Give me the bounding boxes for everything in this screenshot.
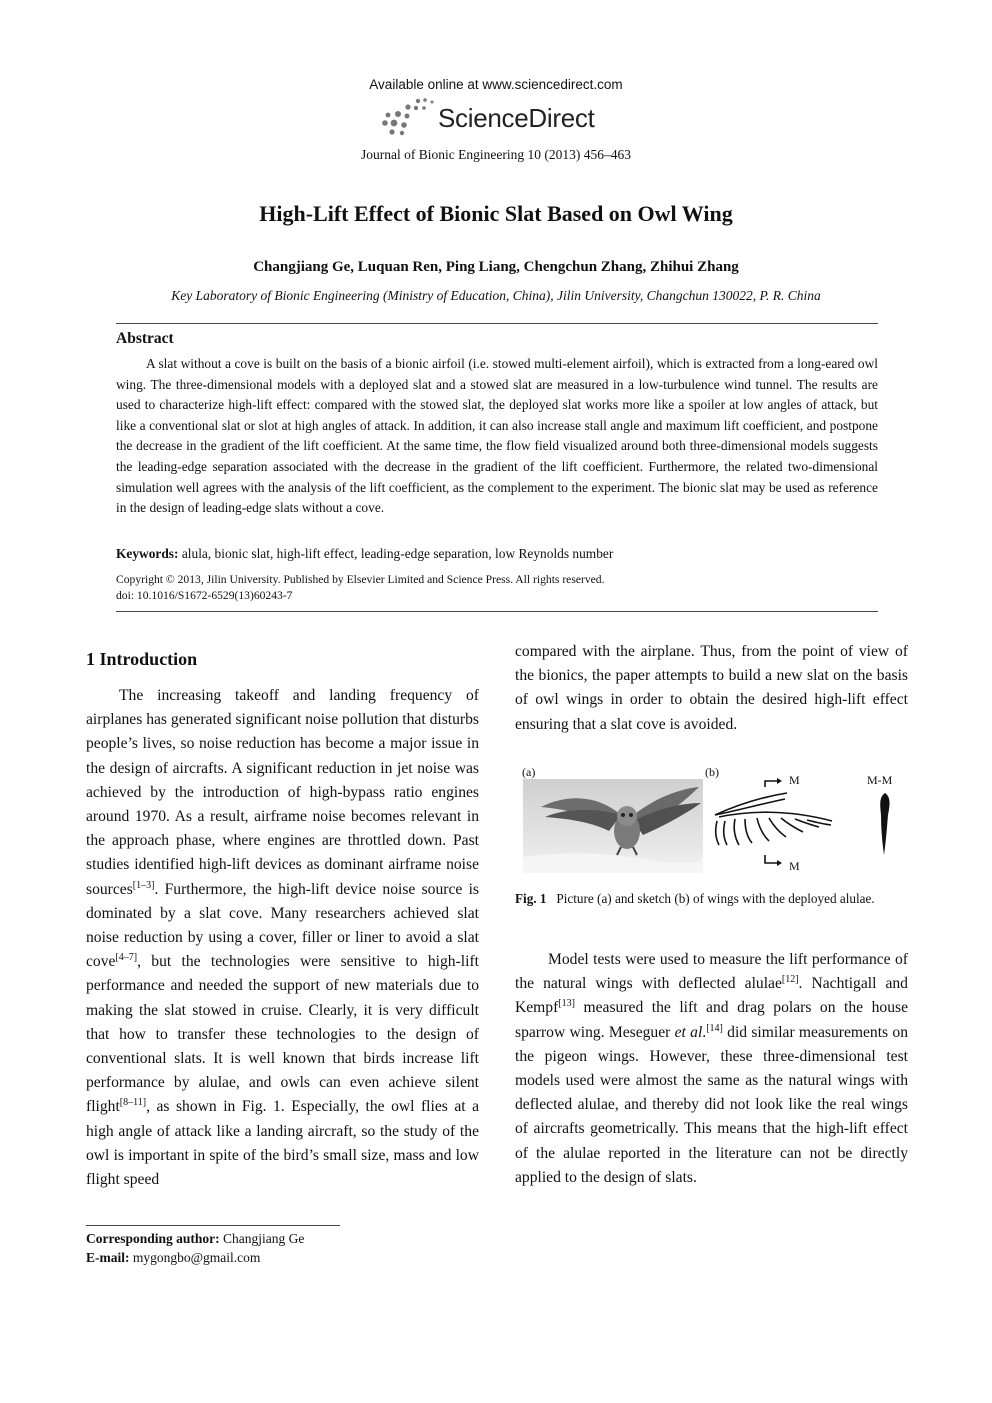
intro-paragraph-1 <box>86 684 479 1192</box>
abstract-bottom-rule <box>116 611 878 612</box>
intro-paragraph-2 <box>515 948 908 1190</box>
owl-photo <box>523 779 703 873</box>
abstract-top-rule <box>116 323 878 324</box>
airfoil-section <box>873 791 897 857</box>
panel-a-label: (a) <box>522 765 536 779</box>
corresponding-author-name: Changjiang Ge <box>223 1231 305 1246</box>
citation: [12] <box>781 974 799 986</box>
availability-line: Available online at www.sciencedirect.com <box>369 77 623 92</box>
intro-paragraph-1-continued: compared with the airplane. Thus, from the point of view of the bionics, the paper attempts to build a new slat on the basis of owl wings in order to obtain the desired high-lift effect ensuring that a slat cove is avoided. <box>515 643 908 733</box>
citation: [13] <box>558 998 575 1010</box>
doi: doi: 10.1016/S1672-6529(13)60243-7 <box>116 589 293 602</box>
figure-1-caption <box>515 889 908 908</box>
abstract-heading: Abstract <box>116 330 174 347</box>
section-heading: 1 Introduction <box>86 649 198 669</box>
intro-text: . Furthermore, the high-lift device noise source is dominated by a slat cove. Many researchers achieved slat noise reduction by using a cover, filler or liner to avoid a slat cove <box>86 880 479 971</box>
sciencedirect-logo <box>378 97 618 139</box>
corresponding-author-label: Corresponding author: <box>86 1231 220 1246</box>
section-mark-bottom: M <box>789 859 800 873</box>
copyright: Copyright © 2013, Jilin University. Published by Elsevier Limited and Science Press. All rights reserved. <box>116 573 605 586</box>
intro-text: The increasing takeoff and landing frequency of airplanes has generated significant noise pollution that disturbs people’s lives, so noise reduction has become a major issue in the design of aircrafts. A significant reduction in jet noise was achieved by the introduction of high-bypass ratio engines around 1970. As a result, airframe noise becomes relevant in the approach phase, where engines are throttled down. Past studies identified high-lift devices as dominant airframe noise sources <box>86 687 479 898</box>
affiliation: Key Laboratory of Bionic Engineering (Ministry of Education, China), Jilin University, Changchun 130022, P. R. China <box>171 288 821 303</box>
intro-text: . Nachtigall and Kempf <box>515 975 908 1017</box>
caption-label: Fig. 1 <box>515 891 547 906</box>
section-mark-top: M <box>789 773 800 787</box>
citation: [8–11] <box>119 1097 147 1109</box>
citation: [4–7] <box>115 952 138 964</box>
sciencedirect-dots-icon <box>378 97 438 139</box>
et-al: et al <box>674 1023 703 1041</box>
abstract-body: A slat without a cove is built on the basis of a bionic airfoil (i.e. stowed multi-element airfoil), which is extracted from a long-eared owl wing. The three-dimensional models with a deployed slat and a stowed slat are measured in a low-turbulence wind tunnel. The results are used to characterize high-lift effect: compared with the stowed slat, the deployed slat works more like a spoiler at low angles of attack, but like a conventional slat or slot at high angles of attack. In addition, it can also increase stall angle and maximum lift coefficient, and postpone the decrease in the gradient of the lift coefficient. At the same time, the flow field visualized around both three-dimensional models suggests the leading-edge separation associated with the decrease in the gradient of the lift coefficient. Furthermore, the related two-dimensional simulation well agrees with the analysis of the lift coefficient, as the complement to the experiment. The bionic slat may be used as reference in the design of leading-edge slats without a cove. <box>116 356 878 516</box>
email-label: E-mail: <box>86 1250 130 1265</box>
copyright-block <box>116 572 878 604</box>
keywords-list: alula, bionic slat, high-lift effect, leading-edge separation, low Reynolds number <box>181 546 614 561</box>
author-list: Changjiang Ge, Luquan Ren, Ping Liang, Chengchun Zhang, Zhihui Zhang <box>253 259 739 275</box>
journal-citation: Journal of Bionic Engineering 10 (2013) 456–463 <box>361 147 631 162</box>
footnote-rule <box>86 1225 340 1226</box>
paper-title: High-Lift Effect of Bionic Slat Based on Owl Wing <box>259 201 733 226</box>
intro-text: , as shown in Fig. 1. Especially, the owl flies at a high angle of attack like a landing aircraft, so the study of the owl is important in spite of the bird’s small size, mass and low flight speed <box>86 1098 479 1189</box>
intro-text: did similar measurements on the pigeon wings. However, these three-dimensional test models used were almost the same as the natural wings with deflected alulae, and thereby did not look like the real wings of aircrafts geometrically. This means that the high-lift effect of the alulae reported in the literature can not be directly applied to the design of slats. <box>515 1023 908 1186</box>
logo-wordmark: ScienceDirect <box>438 103 595 133</box>
intro-text: measured the lift and drag polars on the house sparrow wing. Meseguer <box>515 999 908 1041</box>
citation: [14] <box>706 1022 723 1034</box>
intro-text: . <box>702 1023 707 1041</box>
corresponding-author <box>86 1229 304 1248</box>
email <box>86 1248 304 1267</box>
figure-1 <box>515 765 908 877</box>
caption-text: Picture (a) and sketch (b) of wings with the deployed alulae. <box>556 891 875 906</box>
panel-b-label: (b) <box>705 765 719 779</box>
keywords-label: Keywords: <box>116 546 179 561</box>
citation: [1–3] <box>132 879 155 891</box>
section-view-label: M-M <box>867 773 893 787</box>
email-address: mygongbo@gmail.com <box>132 1250 261 1265</box>
intro-text: , but the technologies were sensitive to high-lift performance and needed the support of new materials due to making the slat stowed in cruise. Clearly, it is very difficult that how to transfer these technologies to the design of conventional slats. It is well known that birds increase lift performance by alulae, and owls can even achieve silent flight <box>86 953 479 1116</box>
keywords <box>116 546 878 562</box>
intro-text: Model tests were used to measure the lift performance of the natural wings with deflected alulae <box>515 951 908 993</box>
footnote <box>86 1229 304 1267</box>
wing-sketch <box>707 775 837 875</box>
